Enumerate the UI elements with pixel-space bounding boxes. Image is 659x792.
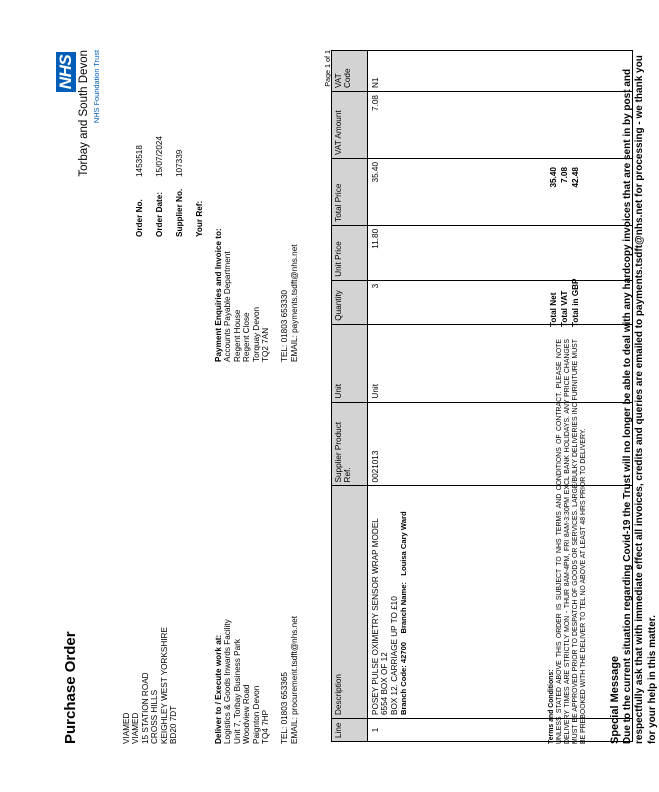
cell-quantity: 3 [368, 280, 412, 324]
page-number: Page 1 of 1 [323, 50, 332, 87]
total-gbp-value: 42.48 [571, 167, 580, 188]
order-meta [135, 136, 215, 237]
payment-block [214, 228, 299, 362]
payment-heading: Payment Enquiries and Invoice to: [214, 228, 223, 362]
filler-cell [412, 225, 633, 280]
filler-cell [412, 92, 633, 159]
special-message-text: Due to the current situation regarding Covid-19 the Trust will no longer be able to deal with any hardcopy invoices that are sent in by post and respectfully ask that with immediate effect all invoices, credits and queries are emailed to payments.tsdft@nhs.net for processing - we thank you for your help in this matter. [622, 55, 658, 744]
filler-cell [412, 158, 633, 225]
terms-text: UNLESS STATED ABOVE THIS ORDER IS SUBJECT TO NHS TERMS AND CONDITIONS OF CONTRACT. PLEASE NOTE DELIVERY TIMES ARE STRICTLY MON - THUR 8AM-4PM, FRI 8AM-3:30PM EXCL BANK HOLIDAYS. ANY PRICE CHANGES MUST BE APPROVED PRIOR TO DESPATCH OF GOODS OR SERVICES. LARGE/BULKY DELIVERIES INC FURNITURE MUST BE PREBOOKED WITH THE DELIVER TO TEL NO ABOVE AT LEAST 48 HRS PRIOR TO DELIVERY. [556, 339, 587, 744]
cell-line: 1 [368, 719, 412, 742]
col-supplier-ref: Supplier Product Ref. [332, 402, 368, 486]
org-subtitle: NHS Foundation Trust [92, 50, 101, 124]
cell-supplier-ref: 0021013 [368, 402, 412, 486]
payment-line: Regent Close [242, 312, 252, 362]
total-gbp-label: Total in GBP [571, 278, 580, 327]
filler-cell [412, 324, 633, 402]
supplier-address-line: BD20 7DT [169, 705, 179, 744]
filler-cell [412, 486, 633, 719]
cell-description [368, 486, 412, 719]
supplier-no-label: Supplier No. [175, 188, 184, 237]
supplier-address-line: CROSS HILLS [150, 689, 160, 744]
deliver-to-block [214, 616, 299, 744]
branch-code-value: 42700 [399, 641, 409, 664]
cell-vat-amount: 7.08 [368, 92, 412, 159]
table-row [368, 51, 412, 742]
payment-line: TQ2 7AN [261, 327, 271, 362]
filler-cell [412, 402, 633, 486]
org-name: Torbay and South Devon [78, 50, 90, 177]
deliver-to-heading: Deliver to / Execute work at: [214, 634, 223, 744]
order-date-label: Order Date: [155, 191, 164, 237]
branch-info [399, 489, 408, 715]
table-header-row [332, 51, 368, 742]
supplier-no-value: 107339 [175, 149, 184, 177]
order-no-label: Order No. [135, 199, 144, 237]
col-unit: Unit [332, 324, 368, 402]
description-line: BOX 12. CARRIAGE UP TO £10 [389, 596, 399, 716]
total-vat-value: 7.08 [560, 167, 569, 183]
order-no-row [135, 136, 155, 237]
supplier-address-line: 15 STATION ROAD [140, 672, 150, 744]
col-vat-code: VAT Code [332, 51, 368, 92]
terms-and-conditions [548, 339, 588, 744]
supplier-no-row [175, 136, 195, 237]
total-net-value: 35.40 [549, 167, 558, 188]
filler-cell [412, 719, 633, 742]
supplier-address-line: VIAMED [122, 712, 131, 744]
special-message-heading: Special Message [609, 655, 621, 744]
cell-unit: Unit [368, 324, 412, 402]
cell-unit-price: 11.80 [368, 225, 412, 280]
payment-line: Regent House [232, 309, 242, 362]
deliver-to-line: Logistics & Goods Inwards Facility [223, 619, 233, 744]
description-line: 6554 BOX OF 12 [380, 652, 390, 716]
payment-line: Torquay Devon [251, 306, 261, 362]
terms-heading: Terms and Conditions: [548, 669, 555, 744]
nhs-logo: NHS [56, 52, 76, 92]
branch-name-label: Branch Name: [399, 582, 409, 634]
deliver-to-line: TQ4 7HP [261, 709, 271, 744]
payment-line: Accounts Payable Department [223, 251, 233, 362]
col-unit-price: Unit Price [332, 225, 368, 280]
special-message [608, 44, 659, 744]
branch-code-label: Branch Code: [399, 665, 409, 716]
branch-name-value: Louisa Cary Ward [399, 511, 409, 576]
total-net-label: Total Net [549, 292, 558, 327]
deliver-to-line: Woodview Road [242, 684, 252, 744]
order-date-value: 15/07/2024 [155, 136, 164, 177]
table-filler-row [412, 51, 633, 742]
deliver-to-tel: TEL: 01803 653365 [280, 672, 290, 744]
col-total-price: Total Price [332, 158, 368, 225]
order-no-value: 1453518 [135, 145, 144, 177]
cell-total-price: 35.40 [368, 158, 412, 225]
total-vat-row [559, 167, 570, 327]
filler-cell [412, 51, 633, 92]
supplier-address [122, 627, 178, 744]
payment-tel: TEL: 01803 653330 [280, 290, 290, 362]
payment-email: EMAIL: payments.tsdft@nhs.net [289, 244, 299, 362]
description-line: POSEY PULSE OXIMETRY SENSOR WRAP MODEL [371, 518, 380, 716]
your-ref-row [195, 136, 215, 237]
col-description: Description [332, 486, 368, 719]
your-ref-label: Your Ref: [195, 200, 204, 237]
deliver-to-line: Unit 7, Torbay Business Park [232, 639, 242, 744]
total-vat-label: Total VAT [560, 290, 569, 327]
total-net-row [548, 167, 559, 327]
supplier-address-line: KEIGHLEY WEST YORKSHIRE [159, 627, 169, 744]
page-title: Purchase Order [62, 631, 79, 744]
col-vat-amount: VAT Amount [332, 92, 368, 159]
order-date-row [155, 136, 175, 237]
totals-block [548, 167, 581, 327]
col-line: Line [332, 719, 368, 742]
col-quantity: Quantity [332, 280, 368, 324]
cell-vat-code: N1 [368, 51, 412, 92]
deliver-to-line: Paignton Devon [251, 685, 261, 744]
total-gbp-row [570, 167, 581, 327]
deliver-to-email: EMAIL: procurement.tsdft@nhs.net [289, 616, 299, 744]
supplier-address-line: VIAMED [131, 712, 141, 744]
filler-cell [412, 280, 633, 324]
